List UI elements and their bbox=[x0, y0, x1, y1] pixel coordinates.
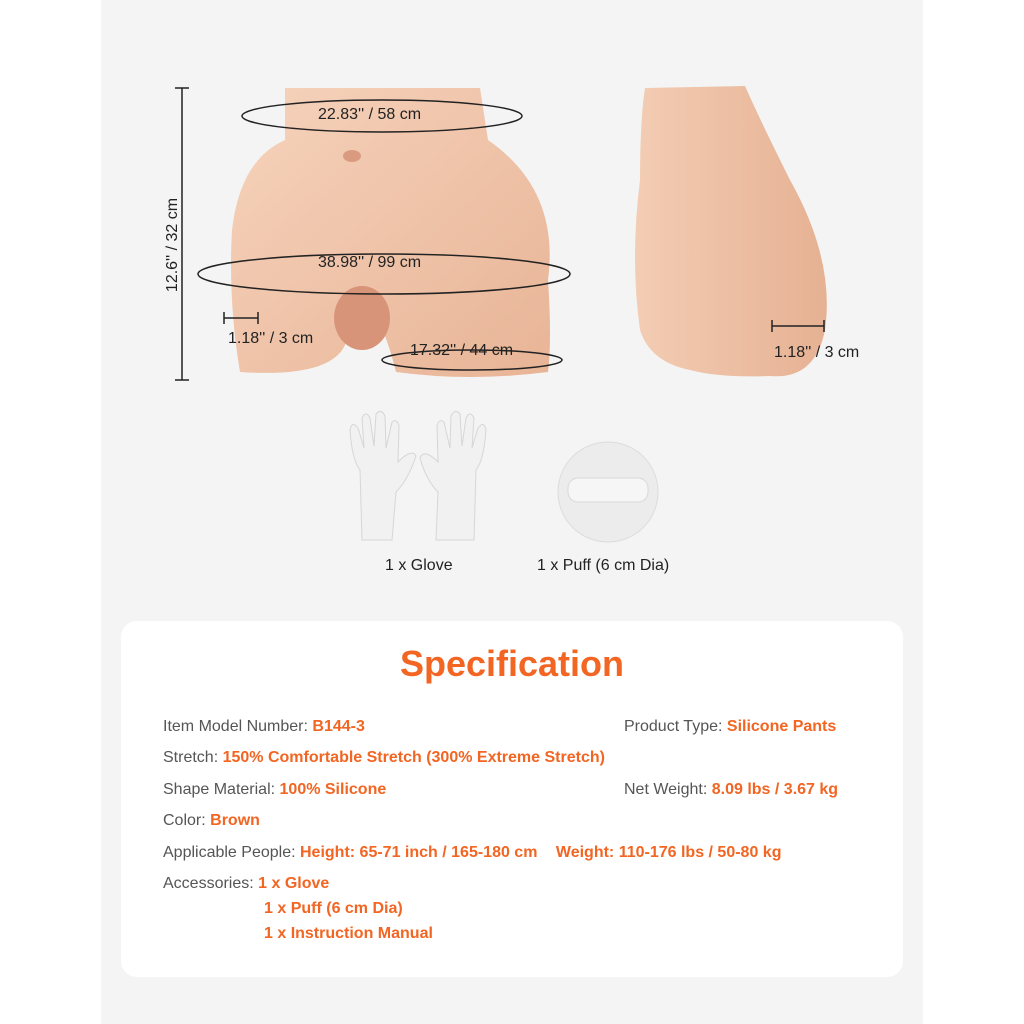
glove-icon bbox=[350, 411, 486, 540]
spec-material: Shape Material: 100% Silicone bbox=[163, 781, 387, 798]
spec-accessory-item: 1 x Puff (6 cm Dia) bbox=[264, 900, 403, 917]
spec-accessory-row-3 bbox=[264, 925, 433, 943]
spec-accessories: Accessories: 1 x Glove bbox=[163, 875, 330, 892]
glove-caption: 1 x Glove bbox=[385, 557, 453, 574]
spec-stretch-value: 150% Comfortable Stretch (300% Extreme Stretch) bbox=[222, 749, 605, 766]
spec-net-weight: Net Weight: 8.09 lbs / 3.67 kg bbox=[624, 781, 839, 798]
spec-accessory-row-2 bbox=[264, 900, 403, 918]
puff-caption: 1 x Puff (6 cm Dia) bbox=[537, 557, 670, 574]
spec-stretch: Stretch: 150% Comfortable Stretch (300% Extreme Stretch) bbox=[163, 749, 605, 766]
specification-card bbox=[121, 621, 903, 977]
height-label: 12.6'' / 32 cm bbox=[164, 197, 181, 293]
spec-accessory-item: 1 x Instruction Manual bbox=[264, 925, 433, 942]
spec-applicable-height: Height: 65-71 inch / 165-180 cm bbox=[300, 844, 538, 861]
thigh-label: 17.32'' / 44 cm bbox=[410, 342, 514, 359]
spec-accessory-item: 1 x Glove bbox=[258, 875, 330, 892]
thickness-side-label: 1.18'' / 3 cm bbox=[774, 344, 860, 361]
spec-color: Color: Brown bbox=[163, 812, 260, 829]
spec-item-model: Item Model Number: B144-3 bbox=[163, 718, 365, 735]
specification-title: Specification bbox=[399, 643, 625, 684]
spec-product-type: Product Type: Silicone Pants bbox=[624, 718, 837, 735]
spec-product-type-value: Silicone Pants bbox=[726, 718, 837, 735]
spec-color-value: Brown bbox=[210, 812, 260, 829]
side-view bbox=[635, 86, 827, 376]
spec-applicable-weight: Weight: 110-176 lbs / 50-80 kg bbox=[555, 844, 782, 861]
thickness-front-label: 1.18'' / 3 cm bbox=[228, 330, 314, 347]
spec-applicable-people: Applicable People: Height: 65-71 inch / 165-180 cm Weight: 110-176 lbs / 50-80 kg bbox=[163, 844, 782, 861]
waist-label: 22.83'' / 58 cm bbox=[318, 106, 422, 123]
spec-net-weight-value: 8.09 lbs / 3.67 kg bbox=[711, 781, 839, 798]
spec-material-value: 100% Silicone bbox=[279, 781, 387, 798]
spec-item-model-value: B144-3 bbox=[312, 718, 365, 735]
puff-icon bbox=[558, 442, 658, 542]
navel-icon bbox=[343, 150, 361, 162]
hip-label: 38.98'' / 99 cm bbox=[318, 254, 422, 271]
